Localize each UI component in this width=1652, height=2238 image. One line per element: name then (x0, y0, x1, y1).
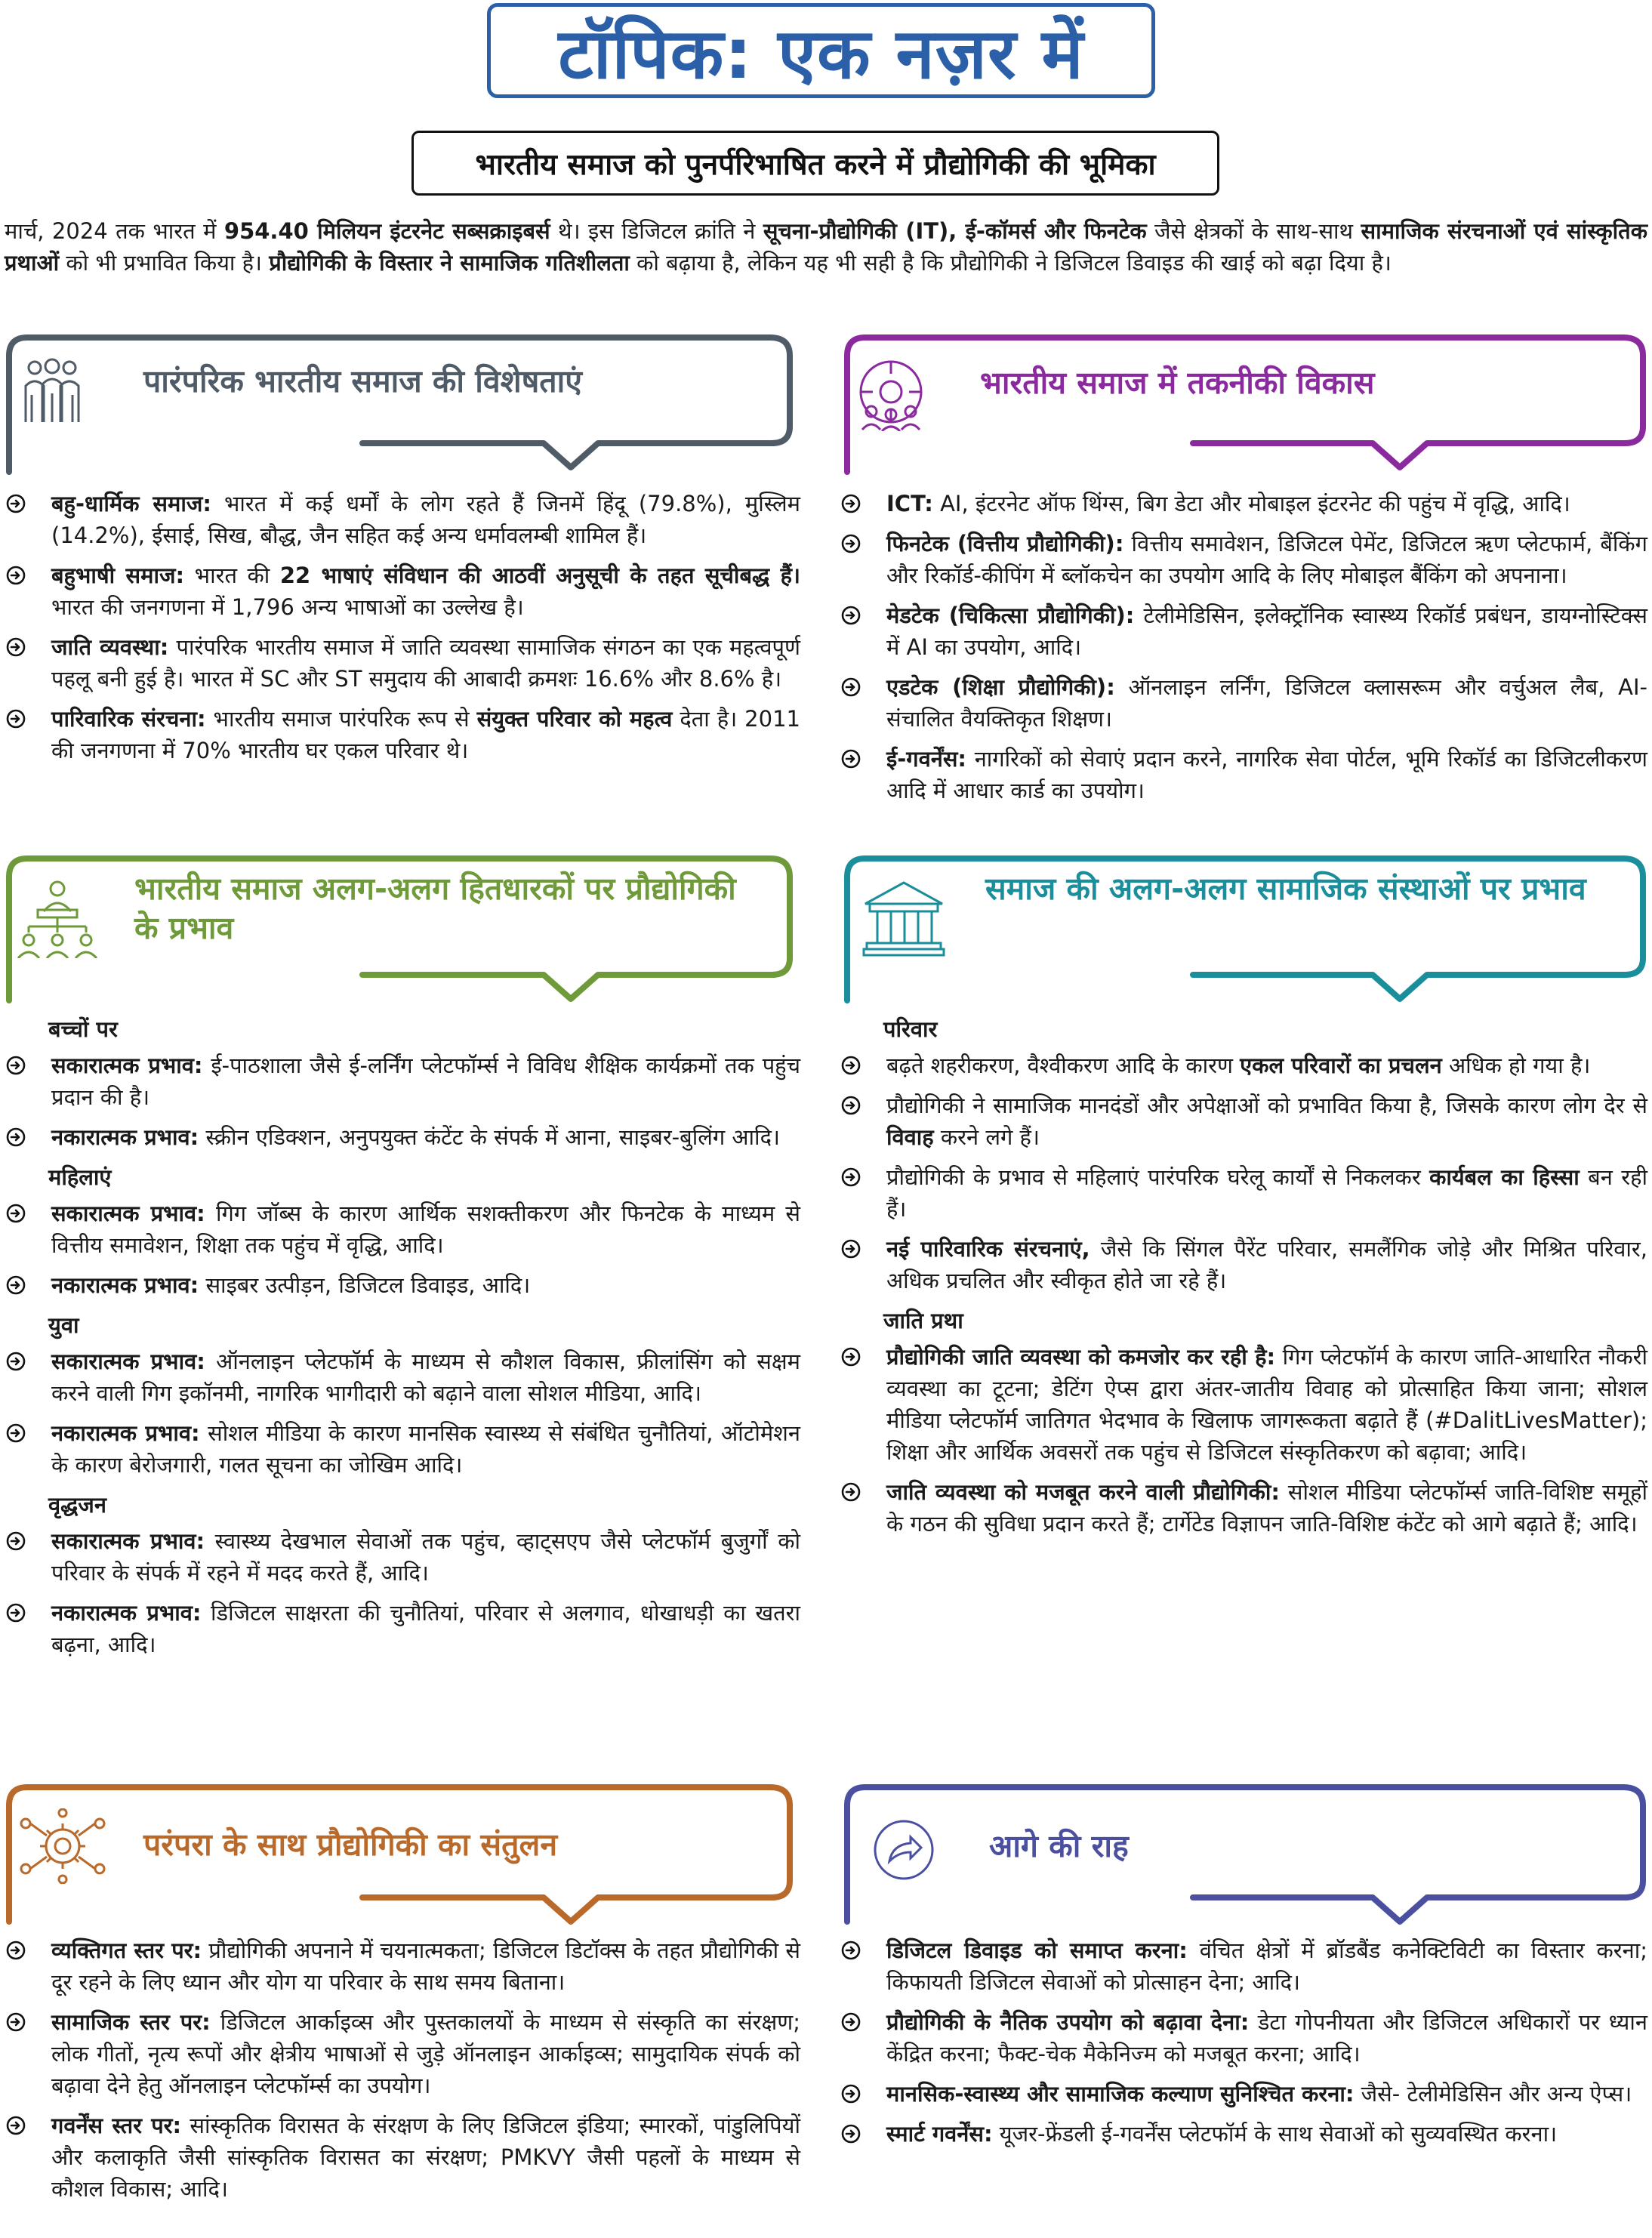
arrow-bullet-icon (6, 2012, 26, 2032)
group-heading: परिवार (883, 1016, 938, 1042)
group-heading: बच्चों पर (48, 1016, 118, 1042)
list-item: सकारात्मक प्रभाव: ऑनलाइन प्लेटफॉर्म के माध्यम से कौशल विकास, फ्रीलांसिंग को सक्षम करने वाली गिग इकॉनमी, नागरिक भागीदारी को बढ़ाने वाला सोशल मीडिया, आदि। (6, 1346, 800, 1409)
arrow-bullet-icon (841, 677, 861, 697)
page-title: टॉपिक: एक नज़र में (487, 3, 1155, 98)
list-item: फिनटेक (वित्तीय प्रौद्योगिकी): वित्तीय समावेशन, डिजिटल पेमेंट, डिजिटल ऋण प्लेटफार्म, बैंकिंग और रिकॉर्ड-कीपिंग में ब्लॉकचेन का उपयोग आदि के लिए मोबाइल बैंकिंग को अपनाना। (841, 528, 1647, 591)
arrow-bullet-icon (841, 1056, 861, 1075)
arrow-bullet-icon (6, 566, 26, 585)
list-item: गवर्नेंस स्तर पर: सांस्कृतिक विरासत के संरक्षण के लिए डिजिटल इंडिया; स्मारकों, पांडुलिपियों और कलाकृति जैसी सांस्कृतिक विरासत का संरक्षण; PMKVY जैसी पहलों के माध्यम से कौशल विकास; आदि। (6, 2110, 800, 2205)
institution-building-icon (862, 880, 945, 961)
group-heading: युवा (48, 1312, 79, 1338)
list-item: नकारात्मक प्रभाव: स्क्रीन एडिक्शन, अनुपयुक्त कंटेंट के संपर्क में आना, साइबर-बुलिंग आदि। (6, 1121, 800, 1153)
page-subtitle: भारतीय समाज को पुनर्परिभाषित करने में प्रौद्योगिकी की भूमिका (411, 131, 1219, 196)
balance-panel-header (0, 1778, 800, 1922)
list-item: मानसिक-स्वास्थ्य और सामाजिक कल्याण सुनिश्चित करना: जैसे- टेलीमेडिसिन और अन्य ऐप्स। (841, 2078, 1647, 2110)
balance-panel-title: परंपरा के साथ प्रौद्योगिकी का संतुलन (143, 1826, 558, 1863)
traditional-panel-title: पारंपरिक भारतीय समाज की विशेषताएं (143, 363, 582, 399)
list-item: प्रौद्योगिकी के नैतिक उपयोग को बढ़ावा देना: डेटा गोपनीयता और डिजिटल अधिकारों पर ध्यान केंद्रित करना; फैक्ट-चेक मैकेनिज्म को मजबूत करना; आदि। (841, 2006, 1647, 2070)
tech-panel-header (838, 328, 1652, 472)
arrow-bullet-icon (841, 494, 861, 513)
stakeholders-items (6, 1010, 800, 1669)
tech-items (841, 488, 1647, 815)
list-item: प्रौद्योगिकी के प्रभाव से महिलाएं पारंपरिक घरेलू कार्यों से निकलकर कार्यबल का हिस्सा बन रही हैं। (841, 1161, 1647, 1225)
list-item: मेडटेक (चिकित्सा प्रौद्योगिकी): टेलीमेडिसिन, इलेक्ट्रॉनिक स्वास्थ्य रिकॉर्ड प्रबंधन, डायग्नोस्टिक्स में AI का उपयोग, आदि। (841, 600, 1647, 663)
gear-network-icon (18, 1808, 107, 1887)
arrow-bullet-icon (841, 1347, 861, 1367)
stakeholders-icon (15, 880, 100, 961)
list-item: पारिवारिक संरचना: भारतीय समाज पारंपरिक रूप से संयुक्त परिवार को महत्व देता है। 2011 की जनगणना में 70% भारतीय घर एकल परिवार थे। (6, 703, 800, 766)
list-item: बहुभाषी समाज: भारत की 22 भाषाएं संविधान की आठवीं अनुसूची के तहत सूचीबद्ध हैं। भारत की जनगणना में 1,796 अन्य भाषाओं का उल्लेख है। (6, 560, 800, 623)
way-forward-panel-header (838, 1778, 1652, 1922)
arrow-bullet-icon (6, 709, 26, 729)
arrow-bullet-icon (841, 1482, 861, 1502)
list-item: नकारात्मक प्रभाव: साइबर उत्पीड़न, डिजिटल डिवाइड, आदि। (6, 1269, 800, 1301)
arrow-bullet-icon (6, 1941, 26, 1960)
way-forward-items (841, 1934, 1647, 2158)
arrow-bullet-icon (6, 1531, 26, 1551)
list-item: एडटेक (शिक्षा प्रौद्योगिकी): ऑनलाइन लर्निंग, डिजिटल क्लासरूम और वर्चुअल लैब, AI-संचालित वैयक्तिकृत शिक्षण। (841, 671, 1647, 735)
arrow-bullet-icon (6, 1423, 26, 1443)
tech-panel-title: भारतीय समाज में तकनीकी विकास (980, 365, 1375, 401)
arrow-bullet-icon (841, 2124, 861, 2144)
institutions-panel-title: समाज की अलग-अलग सामाजिक संस्थाओं पर प्रभाव (985, 871, 1586, 907)
traditional-panel-header (0, 328, 800, 472)
arrow-bullet-icon (841, 606, 861, 625)
arrow-bullet-icon (6, 1056, 26, 1075)
list-item: ICT: AI, इंटरनेट ऑफ थिंग्स, बिग डेटा और मोबाइल इंटरनेट की पहुंच में वृद्धि, आदि। (841, 488, 1647, 519)
arrow-bullet-icon (841, 1941, 861, 1960)
arrow-bullet-icon (841, 1096, 861, 1115)
arrow-bullet-icon (6, 494, 26, 513)
stakeholders-panel-title: भारतीय समाज अलग-अलग हितधारकों पर प्रौद्योगिकी के प्रभाव (134, 871, 736, 946)
forward-arrow-icon (871, 1817, 936, 1885)
arrow-bullet-icon (841, 749, 861, 769)
list-item: नकारात्मक प्रभाव: डिजिटल साक्षरता की चुनौतियां, परिवार से अलगाव, धोखाधड़ी का खतरा बढ़ना, आदि। (6, 1597, 800, 1660)
group-heading: जाति प्रथा (883, 1308, 963, 1333)
arrow-bullet-icon (6, 1204, 26, 1223)
list-item: प्रौद्योगिकी ने सामाजिक मानदंडों और अपेक्षाओं को प्रभावित किया है, जिसके कारण लोग देर से विवाह करने लगे हैं। (841, 1090, 1647, 1153)
list-item: व्यक्तिगत स्तर पर: प्रौद्योगिकी अपनाने में चयनात्मकता; डिजिटल डिटॉक्स के तहत प्रौद्योगिकी से दूर रहने के लिए ध्यान और योग या परिवार के साथ समय बिताना। (6, 1934, 800, 1998)
way-forward-panel-title: आगे की राह (989, 1828, 1129, 1864)
institutions-items (841, 1010, 1647, 1548)
list-item: स्मार्ट गवर्नेंस: यूजर-फ्रेंडली ई-गवर्नेंस प्लेटफॉर्म के साथ सेवाओं को सुव्यवस्थित करना। (841, 2118, 1647, 2150)
list-item: ई-गवर्नेंस: नागरिकों को सेवाएं प्रदान करने, नागरिक सेवा पोर्टल, भूमि रिकॉर्ड का डिजिटलीकरण आदि में आधार कार्ड का उपयोग। (841, 743, 1647, 806)
stakeholders-panel-header (0, 849, 800, 1000)
list-item: नई पारिवारिक संरचनाएं, जैसे कि सिंगल पैरेंट परिवार, समलैंगिक जोड़े और मिश्रित परिवार, अधिक प्रचलित और स्वीकृत होते जा रहे हैं। (841, 1233, 1647, 1296)
arrow-bullet-icon (6, 637, 26, 657)
list-item: जाति व्यवस्था: पारंपरिक भारतीय समाज में जाति व्यवस्था सामाजिक संगठन का एक महत्वपूर्ण पहलू बनी हुई है। भारत में SC और ST समुदाय की आबादी क्रमशः 16.6% और 8.6% है। (6, 631, 800, 695)
institutions-panel-header (838, 849, 1652, 1000)
list-item: सकारात्मक प्रभाव: स्वास्थ्य देखभाल सेवाओं तक पहुंच, व्हाट्सएप जैसे प्लेटफॉर्म बुजुर्गों को परिवार के संपर्क में रहने में मदद करते हैं, आदि। (6, 1525, 800, 1589)
arrow-bullet-icon (6, 1603, 26, 1623)
arrow-bullet-icon (841, 534, 861, 553)
arrow-bullet-icon (6, 2116, 26, 2135)
group-heading: वृद्धजन (48, 1492, 106, 1518)
speech-frame (838, 1778, 1652, 1922)
list-item: नकारात्मक प्रभाव: सोशल मीडिया के कारण मानसिक स्वास्थ्य से संबंधित चुनौतियां, ऑटोमेशन के कारण बेरोजगारी, गलत सूचना का जोखिम आदि। (6, 1417, 800, 1481)
arrow-bullet-icon (841, 1239, 861, 1259)
arrow-bullet-icon (841, 2084, 861, 2104)
people-group-icon (21, 357, 83, 428)
list-item: जाति व्यवस्था को मजबूत करने वाली प्रौद्योगिकी: सोशल मीडिया प्लेटफॉर्म्स जाति-विशिष्ट समूहों के गठन की सुविधा प्रदान करते हैं; टार्गेटेड विज्ञापन जाति-विशिष्ट कंटेंट को आगे बढ़ाते हैं; आदि। (841, 1476, 1647, 1540)
list-item: प्रौद्योगिकी जाति व्यवस्था को कमजोर कर रही है: गिग प्लेटफॉर्म के कारण जाति-आधारित नौकरी व्यवस्था का टूटना; डेटिंग ऐप्स द्वारा अंतर-जातीय विवाह को प्रोत्साहित किया जाना; सोशल मीडिया प्लेटफॉर्म जातिगत भेदभाव के खिलाफ जागरूकता बढ़ाते हैं (#DalitLivesMatter); शिक्षा और आर्थिक अवसरों तक पहुंच से डिजिटल संस्कृतिकरण को बढ़ावा; आदि। (841, 1341, 1647, 1468)
arrow-bullet-icon (6, 1275, 26, 1295)
list-item: सकारात्मक प्रभाव: ई-पाठशाला जैसे ई-लर्निंग प्लेटफॉर्म्स ने विविध शैक्षिक कार्यक्रमों तक पहुंच प्रदान की है। (6, 1050, 800, 1113)
list-item: बहु-धार्मिक समाज: भारत में कई धर्मों के लोग रहते हैं जिनमें हिंदू (79.8%), मुस्लिम (14.2%), ईसाई, सिख, बौद्ध, जैन सहित कई अन्य धर्मावलम्बी शामिल हैं। (6, 488, 800, 551)
list-item: डिजिटल डिवाइड को समाप्त करना: वंचित क्षेत्रों में ब्रॉडबैंड कनेक्टिविटी का विस्तार करना; किफायती डिजिटल सेवाओं को प्रोत्साहन देना; आदि। (841, 1934, 1647, 1998)
globe-people-icon (855, 359, 927, 434)
arrow-bullet-icon (841, 1167, 861, 1187)
list-item: सामाजिक स्तर पर: डिजिटल आर्काइव्स और पुस्तकालयों के माध्यम से संस्कृति का संरक्षण; लोक गीतों, नृत्य रूपों और क्षेत्रीय भाषाओं से जुड़े ऑनलाइन आर्काइव्स; सामुदायिक संपर्क को बढ़ावा देने हेतु ऑनलाइन प्लेटफॉर्म्स का उपयोग। (6, 2006, 800, 2101)
list-item: सकारात्मक प्रभाव: गिग जॉब्स के कारण आर्थिक सशक्तीकरण और फिनटेक के माध्यम से वित्तीय समावेशन, शिक्षा तक पहुंच में वृद्धि, आदि। (6, 1198, 800, 1261)
traditional-items (6, 488, 800, 775)
arrow-bullet-icon (6, 1127, 26, 1147)
arrow-bullet-icon (841, 2012, 861, 2032)
balance-items (6, 1934, 800, 2213)
group-heading: महिलाएं (48, 1164, 112, 1190)
arrow-bullet-icon (6, 1352, 26, 1371)
list-item: बढ़ते शहरीकरण, वैश्वीकरण आदि के कारण एकल परिवारों का प्रचलन अधिक हो गया है। (841, 1050, 1647, 1081)
intro-paragraph: मार्च, 2024 तक भारत में 954.40 मिलियन इंटरनेट सब्सक्राइबर्स थे। इस डिजिटल क्रांति ने सूचना-प्रौद्योगिकी (IT), ई-कॉमर्स और फिनटेक जैसे क्षेत्रकों के साथ-साथ सामाजिक संरचनाओं एवं सांस्कृतिक प्रथाओं को भी प्रभावित किया है। प्रौद्योगिकी के विस्तार ने सामाजिक गतिशीलता को बढ़ाया है, लेकिन यह भी सही है कि प्रौद्योगिकी ने डिजिटल डिवाइड की खाई को बढ़ा दिया है। (5, 218, 1647, 276)
